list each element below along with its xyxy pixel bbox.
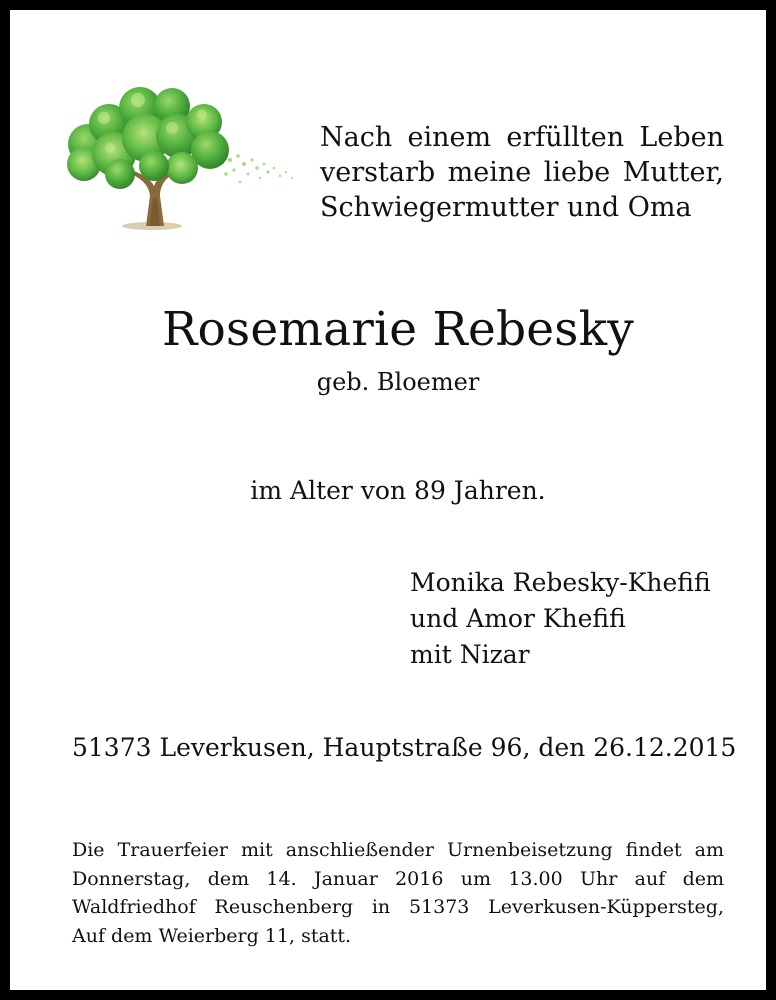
place-and-date: 51373 Leverkusen, Hauptstraße 96, den 26.12.2015 (72, 733, 737, 762)
intro-line: Nach einem erfüllten Leben (320, 122, 724, 153)
mourners-list (410, 565, 711, 673)
age-text: im Alter von 89 Jahren. (250, 476, 546, 505)
mourner-line: mit Nizar (410, 640, 530, 669)
ceremony-line: Waldfriedhof Reuschenberg in 51373 Leverkusen-Küppersteg, (72, 896, 724, 918)
ceremony-details (72, 836, 724, 950)
deceased-name: Rosemarie Rebesky (161, 302, 635, 357)
ceremony-line: Auf dem Weierberg 11, statt. (72, 924, 352, 947)
ceremony-line: Die Trauerfeier mit anschließender Urnenbeisetzung findet am (72, 839, 724, 861)
intro-line: Schwiegermutter und Oma (320, 192, 692, 223)
intro-text (320, 120, 724, 225)
mourner-line: und Amor Khefifi (410, 604, 626, 633)
intro-line: verstarb meine liebe Mutter, (320, 157, 724, 188)
tree-icon (54, 78, 304, 238)
mourner-line: Monika Rebesky-Khefifi (410, 568, 711, 597)
ceremony-line: Donnerstag, dem 14. Januar 2016 um 13.00 Uhr auf dem (72, 867, 724, 890)
birth-name: geb. Bloemer (316, 368, 480, 396)
